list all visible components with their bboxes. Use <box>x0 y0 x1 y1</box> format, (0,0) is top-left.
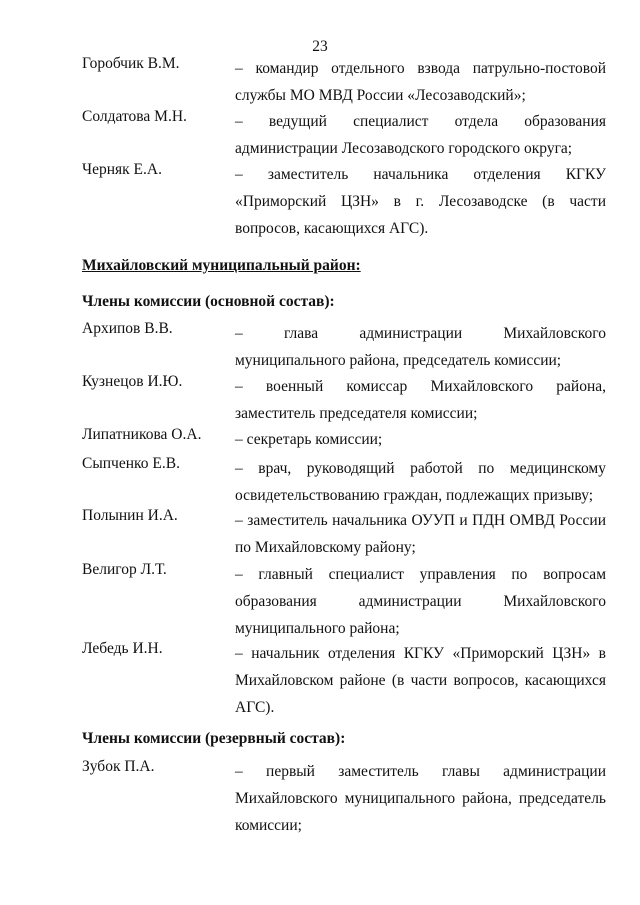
member-name: Горобчик В.М. <box>82 55 180 72</box>
member-role: – командир отдельного взвода патрульно-постовой службы МО МВД России «Лесозаводский»; <box>235 60 606 104</box>
member-name: Зубок П.А. <box>82 758 155 775</box>
member-name: Лебедь И.Н. <box>82 640 163 657</box>
member-name: Велигор Л.Т. <box>82 561 167 578</box>
member-name: Солдатова М.Н. <box>82 108 187 125</box>
member-role: – заместитель начальника ОУУП и ПДН ОМВД России по Михайловскому району; <box>235 512 606 556</box>
member-role: – глава администрации Михайловского муниципального района, председатель комиссии; <box>235 325 606 369</box>
member-role: – первый заместитель главы администрации Михайловского муниципального района, председатель комиссии; <box>235 763 606 834</box>
member-role: – военный комиссар Михайловского района, заместитель председателя комиссии; <box>235 378 606 422</box>
page-number: 23 <box>312 38 328 55</box>
district-heading: Михайловский муниципальный район: <box>82 257 361 274</box>
reserve-composition-heading: Члены комиссии (резервный состав): <box>82 730 346 747</box>
main-composition-heading: Члены комиссии (основной состав): <box>82 293 335 310</box>
member-name: Архипов В.В. <box>82 320 173 337</box>
member-name: Сыпченко Е.В. <box>82 455 180 472</box>
member-role: – врач, руководящий работой по медицинскому освидетельствованию граждан, подлежащих призыву; <box>235 460 606 504</box>
member-role: – заместитель начальника отделения КГКУ «Приморский ЦЗН» в г. Лесозаводске (в части вопросов, касающихся АГС). <box>235 166 606 237</box>
member-name: Кузнецов И.Ю. <box>82 373 183 390</box>
member-role: – секретарь комиссии; <box>235 431 383 448</box>
member-name: Полынин И.А. <box>82 507 178 524</box>
member-name: Черняк Е.А. <box>82 161 162 178</box>
member-name: Липатникова О.А. <box>82 426 202 443</box>
member-role: – ведущий специалист отдела образования администрации Лесозаводского городского округа; <box>235 113 606 157</box>
member-role: – начальник отделения КГКУ «Приморский ЦЗН» в Михайловском районе (в части вопросов, касающихся АГС). <box>235 645 606 716</box>
member-role: – главный специалист управления по вопросам образования администрации Михайловского муниципального района; <box>235 566 606 637</box>
